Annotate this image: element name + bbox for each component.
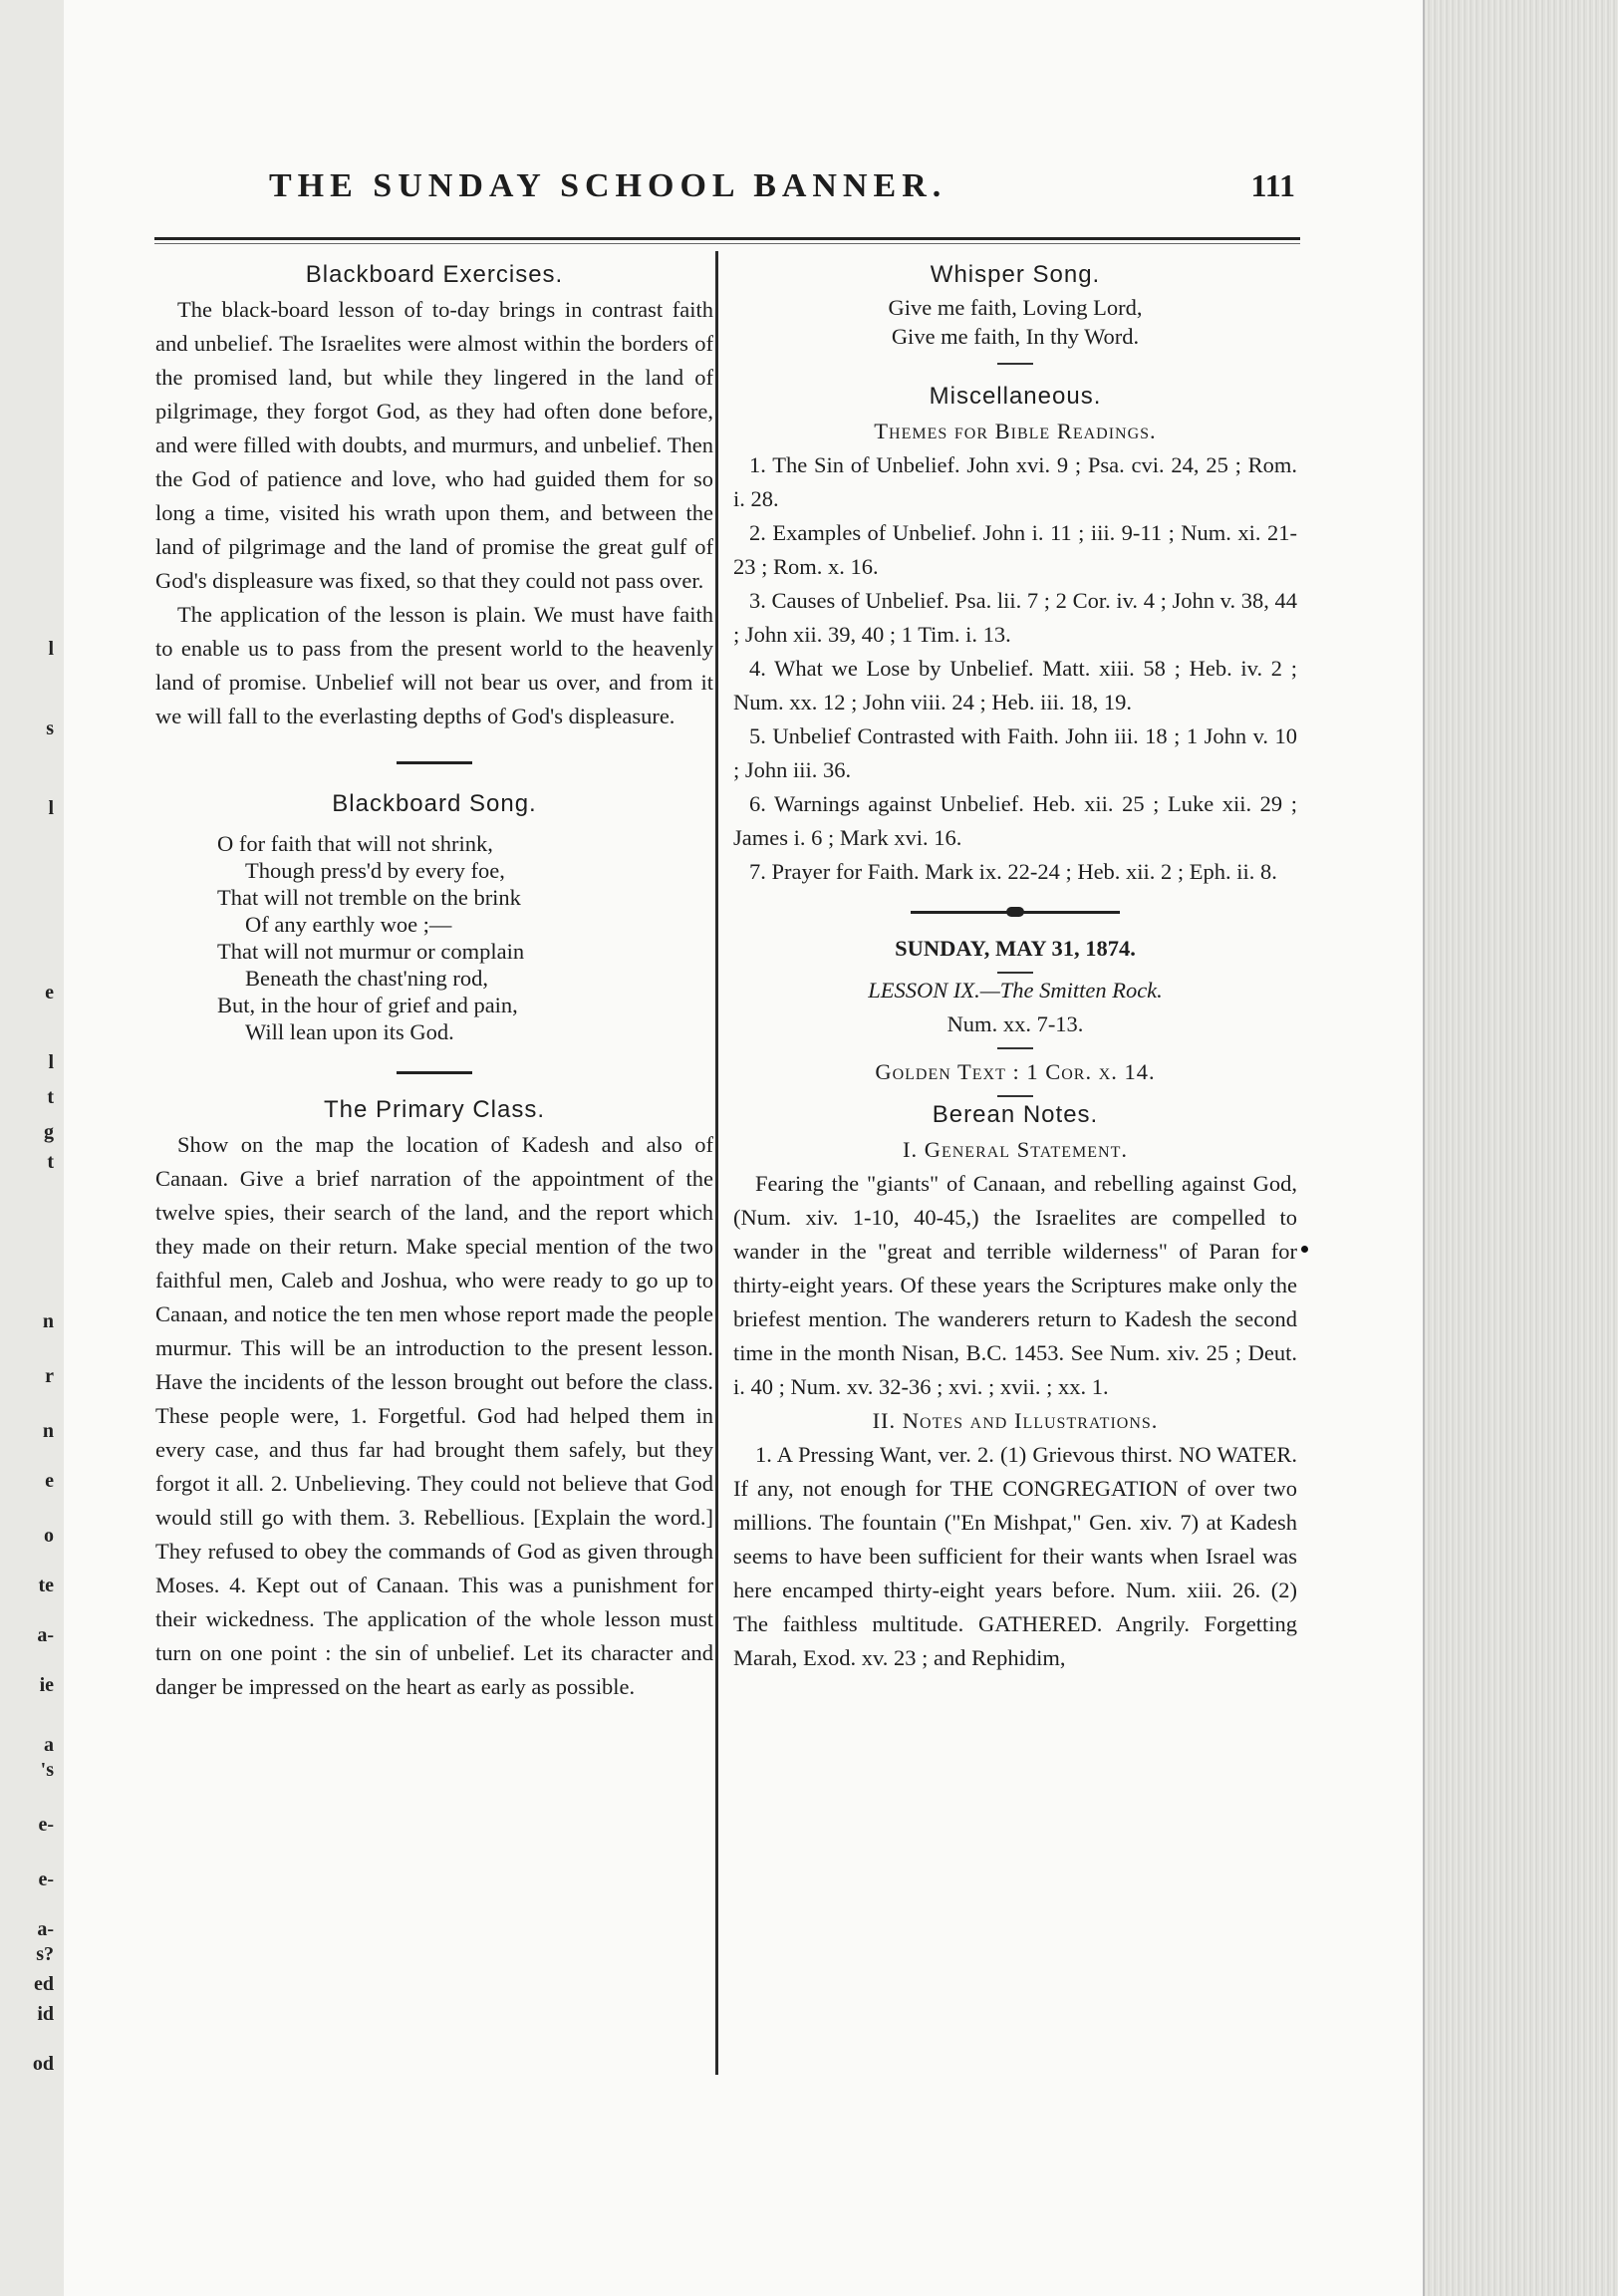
edge-fragment: t (47, 1151, 54, 1173)
edge-fragment: n (42, 1420, 54, 1442)
edge-fragment: g (44, 1121, 54, 1143)
verse-line: That will not murmur or complain (217, 939, 525, 964)
edge-fragment: t (47, 1086, 54, 1108)
section-heading: Miscellaneous. (929, 383, 1102, 410)
edge-fragment: e (45, 982, 54, 1004)
verse-line: Give me faith, Loving Lord, (888, 295, 1143, 320)
section-heading: Whisper Song. (930, 261, 1101, 288)
right-column (733, 257, 1297, 1675)
section-heading: The Primary Class. (323, 1096, 546, 1123)
verse-line: That will not tremble on the brink (217, 885, 521, 910)
lesson-title: LESSON IX.—The Smitten Rock. (868, 978, 1163, 1003)
ink-speck (1301, 1246, 1308, 1253)
paragraph: 1. A Pressing Want, ver. 2. (1) Grievous thirst. NO WATER. If any, not enough for THE CONGREGATION of over two millions. The fountain ("En Mishpat," Gen. xiv. 7) at Kadesh seems to have been sufficient for their wants when Israel was here encamped thirty-eight years before. Num. xiii. 26. (2) The faithless multitude. GATHERED. Angrily. Forgetting Marah, Exod. xv. 23 ; and Rephidim, (733, 1442, 1297, 1670)
left-column (155, 257, 713, 1704)
paragraph: Fearing the "giants" of Canaan, and rebelling against God, (Num. xiv. 1-10, 40-45,) the Israelites are compelled to wander in the "great and terrible wilderness" of Paran for thirty-eight years. Of these years the Scriptures make only the briefest mention. The wanderers return to Kadesh the second time in the month Nisan, B.C. 1453. See Num. xiv. 25 ; Deut. i. 40 ; Num. xv. 32-36 ; xvi. ; xvii. ; xx. 1. (733, 1171, 1297, 1399)
reading-item: 1. The Sin of Unbelief. John xvi. 9 ; Psa. cvi. 24, 25 ; Rom. i. 28. (733, 452, 1297, 511)
reading-item: 2. Examples of Unbelief. John i. 11 ; iii. 9-11 ; Num. xi. 21-23 ; Rom. x. 16. (733, 520, 1297, 579)
reading-item: 7. Prayer for Faith. Mark ix. 22-24 ; Heb. xii. 2 ; Eph. ii. 8. (749, 859, 1277, 884)
journal-title: THE SUNDAY SCHOOL BANNER. (269, 167, 947, 204)
edge-fragment: ed (34, 1973, 54, 1995)
previous-page-text-fragments (0, 0, 58, 2296)
page-number: 111 (1250, 167, 1295, 203)
ornamental-rule (911, 911, 1120, 914)
verse-line: O for faith that will not shrink, (217, 831, 493, 856)
edge-fragment: a- (37, 1918, 54, 1940)
edge-fragment: s? (36, 1943, 54, 1965)
verse-line: Though press'd by every foe, (245, 858, 505, 883)
blackboard-song-section (155, 786, 713, 1045)
edge-fragment: id (37, 2003, 54, 2025)
golden-text: Golden Text : 1 Cor. x. 14. (875, 1059, 1156, 1084)
reading-item: 4. What we Lose by Unbelief. Matt. xiii. 58 ; Heb. iv. 2 ; Num. xx. 12 ; John viii. 24 ; Heb. iii. 18, 19. (733, 656, 1297, 715)
edge-fragment: r (45, 1365, 54, 1387)
paragraph: The application of the lesson is plain. We must have faith to enable us to pass from the present world to the heavenly land of promise. Unbelief will not bear us over, and from it we will fall to the everlasting depths of God's displeasure. (155, 602, 713, 728)
edge-fragment: a- (37, 1624, 54, 1646)
edge-fragment: l (48, 638, 54, 660)
edge-fragment: a (44, 1734, 54, 1756)
edge-fragment: te (38, 1575, 54, 1596)
subsection-heading: I. General Statement. (902, 1137, 1128, 1162)
edge-fragment: 's (40, 1759, 54, 1781)
blackboard-exercises-section (155, 257, 713, 733)
verse-line: Will lean upon its God. (245, 1019, 454, 1044)
edge-fragment: e- (38, 1868, 54, 1890)
section-subheading: Themes for Bible Readings. (874, 419, 1157, 443)
primary-class-section (155, 1092, 713, 1704)
edge-fragment: od (32, 2053, 54, 2075)
edge-fragment: o (44, 1525, 54, 1547)
edge-fragment: l (48, 797, 54, 819)
subsection-heading: II. Notes and Illustrations. (872, 1408, 1159, 1433)
reading-item: 3. Causes of Unbelief. Psa. lii. 7 ; 2 Cor. iv. 4 ; John v. 38, 44 ; John xii. 39, 40 ; 1 Tim. i. 13. (733, 588, 1297, 647)
whisper-song-lines (733, 293, 1297, 351)
verse-line: Give me faith, In thy Word. (891, 324, 1140, 349)
whisper-song-section (733, 257, 1297, 351)
section-heading: Blackboard Exercises. (305, 261, 564, 288)
verse-line: Of any earthly woe ;— (245, 912, 452, 937)
section-heading: Blackboard Song. (332, 790, 537, 817)
berean-notes-section (733, 1097, 1297, 1675)
edge-fragment: e- (38, 1814, 54, 1836)
reading-item: 6. Warnings against Unbelief. Heb. xii. 25 ; Luke xii. 29 ; James i. 6 ; Mark xvi. 16. (733, 791, 1297, 850)
section-heading: Berean Notes. (932, 1101, 1099, 1128)
lesson-section (733, 932, 1297, 1097)
edge-fragment: ie (39, 1674, 54, 1696)
lesson-reference: Num. xx. 7-13. (946, 1011, 1084, 1036)
verse-line: But, in the hour of grief and pain, (217, 993, 518, 1017)
header-rule-thin (154, 243, 1300, 244)
previous-page-edge (0, 0, 66, 2296)
verse-line: Beneath the chast'ning rod, (245, 966, 488, 991)
edge-fragment: s (46, 718, 54, 739)
edge-fragment: e (45, 1470, 54, 1492)
column-divider (715, 251, 718, 2075)
book-page-edges (1423, 0, 1618, 2296)
bible-readings-list (733, 448, 1297, 889)
edge-fragment: n (42, 1310, 54, 1332)
running-header (269, 167, 1295, 217)
paragraph: The black-board lesson of to-day brings in contrast faith and unbelief. The Israelites were almost within the borders of the promised land, but while they lingered in the land of pilgrimage, they forgot God, as they had often done before, and were filled with doubts, and murmurs, and unbelief. Then the God of patience and love, who had guided them for so long a time, visited his wrath upon them, and between the land of pilgrimage and the land of promise the great gulf of God's displeasure was fixed, so that they could not pass over. (155, 297, 713, 593)
edge-fragment: l (48, 1051, 54, 1073)
song-verse (155, 830, 713, 1045)
miscellaneous-section (733, 379, 1297, 889)
header-rule (154, 237, 1300, 240)
lesson-date: SUNDAY, MAY 31, 1874. (895, 936, 1136, 961)
paragraph: Show on the map the location of Kadesh and also of Canaan. Give a brief narration of the appointment of the twelve spies, their search of the land, and the report which they made on their return. Make special mention of the two faithful men, Caleb and Joshua, who were ready to go up to Canaan, and notice the ten men whose report made the people murmur. This will be an introduction to the present lesson. Have the incidents of the lesson brought out before the class. These people were, 1. Forgetful. God had helped them in every case, and thus far had brought them safely, but they forgot it all. 2. Unbelieving. They could not believe that God would still go with them. 3. Rebellious. [Explain the word.] They refused to obey the commands of God as given through Moses. 4. Kept out of Canaan. This was a punishment for their wickedness. The application of the whole lesson must turn on one point : the sin of unbelief. Let its character and danger be impressed on the heart as early as possible. (155, 1132, 713, 1699)
reading-item: 5. Unbelief Contrasted with Faith. John iii. 18 ; 1 John v. 10 ; John iii. 36. (733, 723, 1297, 782)
